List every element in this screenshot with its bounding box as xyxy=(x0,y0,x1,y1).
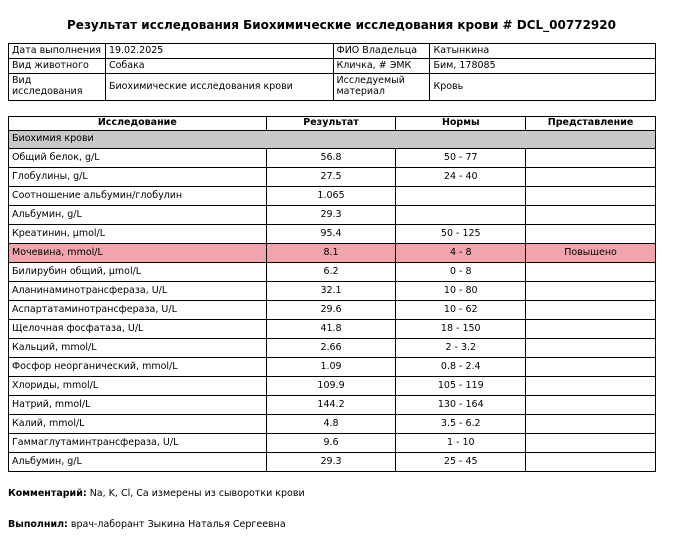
interpretation-cell xyxy=(526,263,656,282)
results-header-row xyxy=(9,117,656,131)
report-title: Результат исследования Биохимические исследования крови # DCL_00772920 xyxy=(67,18,616,32)
table-row xyxy=(9,453,656,472)
test-name-cell: Аланинаминотрансфераза, U/L xyxy=(9,282,267,301)
header-interpretation: Представление xyxy=(526,117,656,131)
interpretation-cell xyxy=(526,206,656,225)
test-name-cell: Билирубин общий, μmol/L xyxy=(9,263,267,282)
norm-range-cell xyxy=(396,187,526,206)
header-result: Результат xyxy=(266,117,396,131)
result-value-cell: 95.4 xyxy=(266,225,396,244)
meta-value: Собака xyxy=(105,59,333,74)
result-value-cell: 2.66 xyxy=(266,339,396,358)
meta-label: Вид исследования xyxy=(9,74,106,101)
table-row xyxy=(9,339,656,358)
result-value-cell: 29.3 xyxy=(266,453,396,472)
result-value-cell: 41.8 xyxy=(266,320,396,339)
test-name-cell: Хлориды, mmol/L xyxy=(9,377,267,396)
test-name-cell: Общий белок, g/L xyxy=(9,149,267,168)
result-value-cell: 1.09 xyxy=(266,358,396,377)
table-row xyxy=(9,206,656,225)
test-name-cell: Мочевина, mmol/L xyxy=(9,244,267,263)
header-test: Исследование xyxy=(9,117,267,131)
result-value-cell: 8.1 xyxy=(266,244,396,263)
test-name-cell: Креатинин, μmol/L xyxy=(9,225,267,244)
table-row xyxy=(9,244,656,263)
norm-range-cell: 50 - 77 xyxy=(396,149,526,168)
performed-by-line xyxy=(8,519,286,530)
interpretation-cell xyxy=(526,377,656,396)
norm-range-cell: 1 - 10 xyxy=(396,434,526,453)
test-name-cell: Кальций, mmol/L xyxy=(9,339,267,358)
norm-range-cell: 10 - 62 xyxy=(396,301,526,320)
table-row xyxy=(9,263,656,282)
interpretation-cell xyxy=(526,415,656,434)
result-value-cell: 144.2 xyxy=(266,396,396,415)
norm-range-cell: 105 - 119 xyxy=(396,377,526,396)
meta-row xyxy=(9,59,656,74)
results-table xyxy=(8,116,656,472)
meta-value: Кровь xyxy=(430,74,656,101)
result-value-cell: 32.1 xyxy=(266,282,396,301)
test-name-cell: Аспартатаминотрансфераза, U/L xyxy=(9,301,267,320)
norm-range-cell: 18 - 150 xyxy=(396,320,526,339)
interpretation-cell xyxy=(526,396,656,415)
interpretation-cell xyxy=(526,225,656,244)
section-row xyxy=(9,131,656,149)
norm-range-cell: 50 - 125 xyxy=(396,225,526,244)
meta-value: Биохимические исследования крови xyxy=(105,74,333,101)
meta-row xyxy=(9,74,656,101)
table-row xyxy=(9,187,656,206)
result-value-cell: 29.6 xyxy=(266,301,396,320)
norm-range-cell: 25 - 45 xyxy=(396,453,526,472)
interpretation-cell xyxy=(526,282,656,301)
meta-value: 19.02.2025 xyxy=(105,44,333,59)
table-row xyxy=(9,168,656,187)
table-row xyxy=(9,282,656,301)
norm-range-cell: 24 - 40 xyxy=(396,168,526,187)
result-value-cell: 1.065 xyxy=(266,187,396,206)
norm-range-cell: 2 - 3.2 xyxy=(396,339,526,358)
test-name-cell: Соотношение альбумин/глобулин xyxy=(9,187,267,206)
test-name-cell: Альбумин, g/L xyxy=(9,453,267,472)
interpretation-cell xyxy=(526,453,656,472)
result-value-cell: 29.3 xyxy=(266,206,396,225)
test-name-cell: Натрий, mmol/L xyxy=(9,396,267,415)
table-row xyxy=(9,358,656,377)
table-row xyxy=(9,225,656,244)
interpretation-cell xyxy=(526,149,656,168)
interpretation-cell xyxy=(526,358,656,377)
patient-info-table xyxy=(8,43,656,101)
interpretation-cell xyxy=(526,301,656,320)
interpretation-cell xyxy=(526,339,656,358)
meta-row xyxy=(9,44,656,59)
meta-label: Исследуемый материал xyxy=(333,74,430,101)
performed-text: врач-лаборант Зыкина Наталья Сергеевна xyxy=(70,519,286,530)
result-value-cell: 27.5 xyxy=(266,168,396,187)
comment-text: Na, K, Cl, Ca измерены из сыворотки крови xyxy=(89,488,305,499)
table-row xyxy=(9,434,656,453)
table-row xyxy=(9,415,656,434)
comment-line xyxy=(8,488,305,499)
table-row xyxy=(9,396,656,415)
norm-range-cell: 0 - 8 xyxy=(396,263,526,282)
test-name-cell: Глобулины, g/L xyxy=(9,168,267,187)
norm-range-cell: 4 - 8 xyxy=(396,244,526,263)
result-value-cell: 109.9 xyxy=(266,377,396,396)
meta-label: ФИО Владельца xyxy=(333,44,430,59)
norm-range-cell: 10 - 80 xyxy=(396,282,526,301)
norm-range-cell: 130 - 164 xyxy=(396,396,526,415)
result-value-cell: 56.8 xyxy=(266,149,396,168)
interpretation-cell: Повышено xyxy=(526,244,656,263)
result-value-cell: 9.6 xyxy=(266,434,396,453)
test-name-cell: Щелочная фосфатаза, U/L xyxy=(9,320,267,339)
meta-label: Кличка, # ЭМК xyxy=(333,59,430,74)
interpretation-cell xyxy=(526,434,656,453)
result-value-cell: 4.8 xyxy=(266,415,396,434)
meta-label: Дата выполнения xyxy=(9,44,106,59)
table-row xyxy=(9,301,656,320)
section-title: Биохимия крови xyxy=(9,131,656,149)
interpretation-cell xyxy=(526,320,656,339)
table-row xyxy=(9,377,656,396)
test-name-cell: Альбумин, g/L xyxy=(9,206,267,225)
header-norm: Нормы xyxy=(396,117,526,131)
test-name-cell: Фосфор неорганический, mmol/L xyxy=(9,358,267,377)
norm-range-cell: 0.8 - 2.4 xyxy=(396,358,526,377)
performed-label: Выполнил: xyxy=(8,519,68,530)
meta-value: Бим, 178085 xyxy=(430,59,656,74)
table-row xyxy=(9,149,656,168)
table-row xyxy=(9,320,656,339)
test-name-cell: Калий, mmol/L xyxy=(9,415,267,434)
norm-range-cell xyxy=(396,206,526,225)
interpretation-cell xyxy=(526,187,656,206)
test-name-cell: Гаммаглутаминтрансфераза, U/L xyxy=(9,434,267,453)
meta-label: Вид животного xyxy=(9,59,106,74)
norm-range-cell: 3.5 - 6.2 xyxy=(396,415,526,434)
comment-label: Комментарий: xyxy=(8,488,87,499)
result-value-cell: 6.2 xyxy=(266,263,396,282)
meta-value: Катынкина xyxy=(430,44,656,59)
interpretation-cell xyxy=(526,168,656,187)
